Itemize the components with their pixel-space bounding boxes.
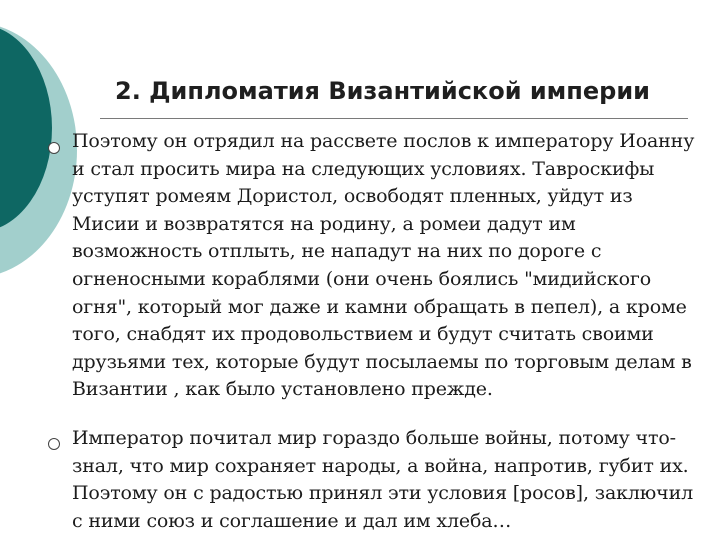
bullet-text-1: Поэтому он отрядил на рассвете послов к императору Иоанну и стал просить мира на следующих условиях. Тавроскифы уступят ромеям Дористол, освободят пленных, уйдут из Мисии и возвратятся на родину, а ромеи дадут им возможность отплыть, не нападут на них по дороге с огненосными кораблями (они очень боялись "мидийского огня", который мог даже и камни обращать в пепел), а кроме того, снабдят их продовольствием и будут считать своими друзьями тех, которые будут посылаемы по торговым делам в Византии , как было установлено прежде. [72,130,695,401]
bullet-text-2: Император почитал мир гораздо больше войны, потому что- знал, что мир сохраняет народы, а война, напротив, губит их. Поэтому он с радостью принял эти условия [росов], заключил с ними союз и соглашение и дал им хлеба… [72,427,694,532]
slide-title: 2. Дипломатия Византийской империи [115,77,650,105]
bullet-circle-icon [48,142,60,154]
bullet-circle-icon [48,438,60,450]
